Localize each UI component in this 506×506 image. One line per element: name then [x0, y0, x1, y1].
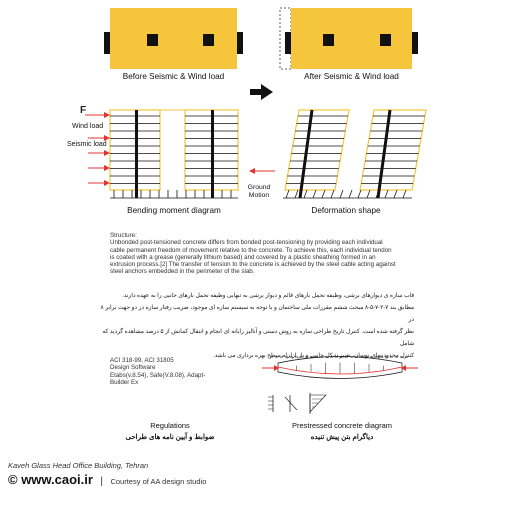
- column-line: [331, 190, 334, 198]
- frame-outline: [285, 110, 349, 190]
- column-line: [322, 190, 325, 198]
- column-line: [349, 190, 352, 198]
- shear-wall: [211, 110, 214, 198]
- bending-caption: Bending moment diagram: [127, 206, 221, 215]
- regulation-line: ACI 318-99, ACI 31805: [110, 357, 174, 364]
- deformation-frame: [283, 110, 426, 198]
- column-line: [367, 190, 370, 198]
- deformation-caption: Deformation shape: [311, 206, 381, 215]
- footer-separator: |: [100, 476, 104, 487]
- column-line: [358, 190, 361, 198]
- regulations-list: [110, 357, 250, 387]
- after-building-block: [280, 8, 418, 69]
- structure-line: is coated with a grease (generally lithium based) and covered by a plastic sheathing formed in an: [110, 253, 376, 261]
- shear-wall: [135, 110, 138, 198]
- ground-motion-label: [244, 184, 274, 200]
- ground-label-line1: Ground: [247, 184, 271, 191]
- ground-label-line2: Motion: [248, 192, 270, 199]
- persian-line: مطابق بند ۷-۲-۷-۵-۸ مبحث ششم مقررات ملی ساختمان و با توجه به سیستم سازه ای موجود، ضریب رفتار سازه در دو جهت برابر ۸ در: [100, 305, 414, 323]
- structure-text: [110, 232, 430, 276]
- persian-line: نظر گرفته شده است. کنترل تاریخ طراحی سازه به روش دستی و آنالیز رایانه ای انجام و انتقال کمانش از ۵ درصد مشاهده گردید که شامل: [102, 329, 414, 347]
- prestressed-caption: Prestressed concrete diagram: [291, 421, 393, 430]
- stress-diagrams: [268, 393, 326, 414]
- footer-credit: [8, 471, 206, 489]
- column-line: [394, 190, 397, 198]
- bending-frame: [110, 110, 238, 198]
- regulations-caption: Regulations: [150, 421, 190, 430]
- column-line: [403, 190, 406, 198]
- regulations-caption-fa: ضوابط و آیین نامه های طراحی: [125, 434, 215, 441]
- structure-line: Unbonded post-tensioned concrete differs from bonded post-tensioning by providing each individual: [110, 239, 383, 247]
- wind-load-label: Wind load: [72, 123, 104, 130]
- regulation-line: Etabs(v.8.54), Safe(V.8.08), Adapt-: [110, 371, 206, 379]
- structure-line: extrusion process.[2] The transfer of tension to the concrete is achieved by the steel cable acting against: [110, 261, 396, 269]
- credit-text: Courtesy of AA design studio: [110, 477, 207, 486]
- column-line: [385, 190, 388, 198]
- transition-arrow: [250, 84, 273, 100]
- column-line: [313, 190, 316, 198]
- project-caption: Kaveh Glass Head Office Building, Tehran: [8, 461, 149, 470]
- frame-outline: [360, 110, 426, 190]
- seismic-load-label: Seismic load: [67, 141, 107, 148]
- prestressed-caption-fa: دیاگرام بتن پیش تنیده: [310, 434, 374, 441]
- column-line: [304, 190, 307, 198]
- structure-heading: Structure:: [110, 232, 137, 239]
- regulation-line: Design Software: [110, 364, 156, 372]
- after-label: After Seismic & Wind load: [304, 72, 399, 81]
- persian-line: کنترل محدودیتهای نوسان، تغییر شکل جانبی و بار ازلزله سطح بهره برداری می باشد.: [213, 353, 414, 359]
- regulation-line: Builder Ex: [110, 379, 139, 387]
- persian-text: [96, 290, 414, 362]
- before-building-block: [104, 8, 243, 69]
- structure-line: cable permanent freedom of movement relative to the concrete. To achieve this, each individual tendon: [110, 246, 392, 254]
- column-line: [286, 190, 289, 198]
- column-line: [340, 190, 343, 198]
- structure-line: steel anchors embedded in the perimeter of the slab.: [110, 268, 255, 276]
- persian-line: قاب سازه ی دیوارهای برشی، وظیفه تحمل بارهای قائم و دیوار برشی به تنهایی وظیفه تحمل بارهای جانبی را به عهده دارند.: [122, 293, 414, 299]
- column-line: [295, 190, 298, 198]
- force-label: F: [80, 105, 87, 116]
- site-name: © www.caoi.ir: [8, 472, 93, 487]
- before-label: Before Seismic & Wind load: [122, 72, 225, 81]
- ground-motion-arrow: [249, 168, 275, 174]
